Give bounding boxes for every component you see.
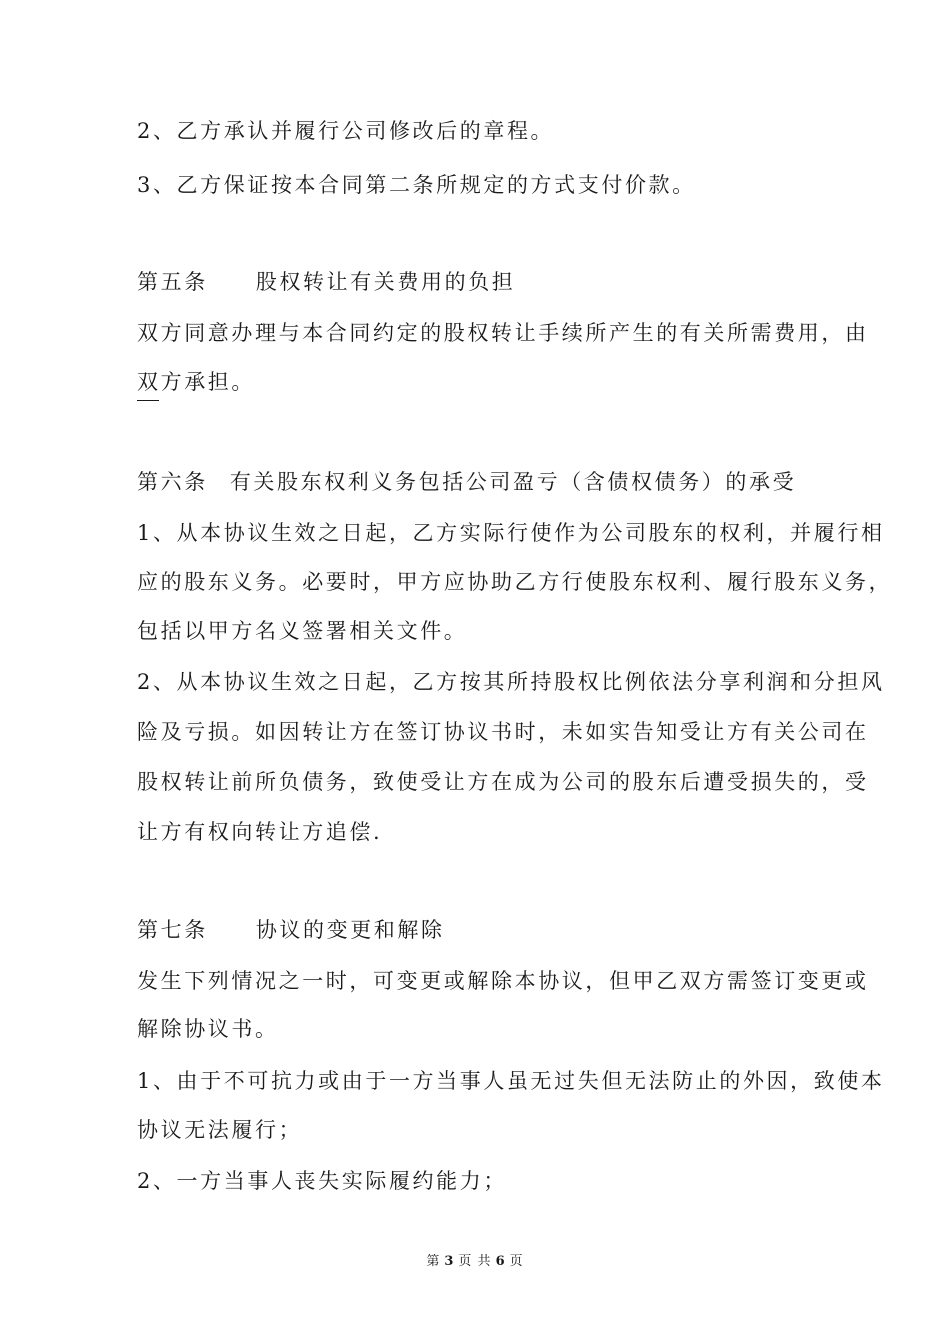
article-5-body-line-1: 双方同意办理与本合同约定的股权转让手续所产生的有关所需费用，由 [137, 321, 869, 345]
article-5-body-line-2-rest: 方承担。 [160, 370, 256, 394]
footer-suffix: 页 [509, 1254, 524, 1269]
article-5-number: 第五条 [137, 270, 208, 294]
article-6-item-1-line-1: 1、从本协议生效之日起，乙方实际行使作为公司股东的权利，并履行相 [137, 521, 885, 545]
article-7-body-line-2: 解除协议书。 [137, 1017, 279, 1041]
article-6-item-2-line-2: 险及亏损。如因转让方在签订协议书时，未如实告知受让方有关公司在 [137, 720, 869, 744]
article-6-item-2-line-3: 股权转让前所负债务，致使受让方在成为公司的股东后遭受损失的，受 [137, 770, 869, 794]
article-5-title: 股权转让有关费用的负担 [255, 270, 516, 294]
article-7-number: 第七条 [137, 918, 208, 942]
page-footer [0, 1250, 950, 1269]
article-6-item-1-line-2: 应的股东义务。必要时，甲方应协助乙方行使股东权利、履行股东义务， [137, 570, 893, 594]
article-6-item-2-line-4: 让方有权向转让方追偿. [137, 820, 383, 844]
article-7-title: 协议的变更和解除 [255, 918, 445, 942]
article-6-title: 有关股东权利义务包括公司盈亏（含债权债务）的承受 [229, 470, 797, 494]
article-6-item-1-line-3: 包括以甲方名义签署相关文件。 [137, 619, 468, 643]
footer-current-page: 3 [444, 1254, 455, 1269]
article-6-item-2-line-1: 2、从本协议生效之日起，乙方按其所持股权比例依法分享利润和分担风 [137, 670, 885, 694]
article-7-item-1-line-1: 1、由于不可抗力或由于一方当事人虽无过失但无法防止的外因，致使本 [137, 1069, 885, 1093]
footer-middle: 页 共 [458, 1254, 492, 1269]
article-5-heading [137, 267, 515, 297]
article-7-body-line-1: 发生下列情况之一时，可变更或解除本协议，但甲乙双方需签订变更或 [137, 969, 869, 993]
article-7-item-1-line-2: 协议无法履行； [137, 1118, 303, 1142]
article-7-heading [137, 915, 445, 945]
article-6-number: 第六条 [137, 470, 208, 494]
cursor-underline-char: 双 [137, 367, 161, 397]
clause-4-item-2: 2、乙方承认并履行公司修改后的章程。 [137, 119, 555, 143]
article-5-body-line-2 [137, 367, 255, 397]
clause-4-item-3: 3、乙方保证按本合同第二条所规定的方式支付价款。 [137, 173, 696, 197]
article-6-heading [137, 467, 796, 497]
footer-total-pages: 6 [495, 1254, 506, 1269]
article-7-item-2: 2、一方当事人丧失实际履约能力； [137, 1169, 507, 1193]
footer-prefix: 第 [426, 1254, 441, 1269]
